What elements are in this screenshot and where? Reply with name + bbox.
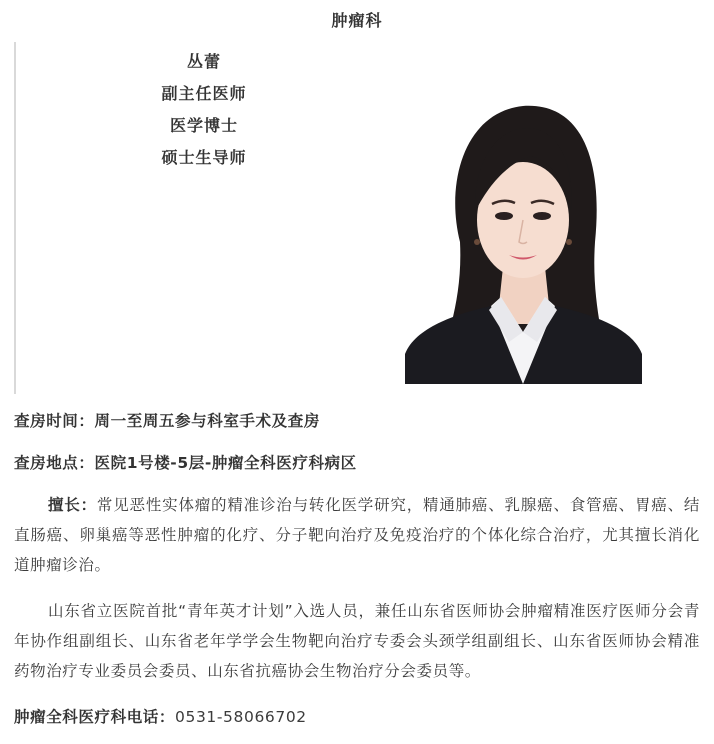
rounds-time-label: 查房时间：: [14, 412, 95, 430]
doctor-title: 副主任医师: [161, 84, 247, 103]
doctor-supervisor: 硕士生导师: [161, 148, 247, 167]
profile-divider: [14, 42, 16, 394]
rounds-location: [14, 448, 700, 478]
rounds-location-label: 查房地点：: [14, 454, 95, 472]
specialty-label: 擅长：: [48, 496, 97, 514]
specialty-paragraph: [14, 490, 700, 580]
phone-label: 肿瘤全科医疗科电话：: [14, 708, 176, 726]
rounds-time-value: 周一至周五参与科室手术及查房: [94, 412, 320, 430]
doctor-portrait: [405, 92, 642, 384]
specialty-text: 常见恶性实体瘤的精准诊治与转化医学研究，精通肺癌、乳腺癌、食管癌、胃癌、结直肠癌、卵巢癌等恶性肿瘤的化疗、分子靶向治疗及免疫治疗的个体化综合治疗，尤其擅长消化道肿瘤诊治。: [14, 496, 700, 574]
doctor-info: [114, 46, 294, 174]
bio-paragraph: 山东省立医院首批“青年英才计划”入选人员，兼任山东省医师协会肿瘤精准医疗医师分会青年协作组副组长、山东省老年学学会生物靶向治疗专委会头颈学组副组长、山东省医师协会精准药物治疗专业委员会委员、山东省抗癌协会生物治疗分会委员等。: [14, 602, 700, 680]
doctor-profile: [14, 42, 704, 394]
doctor-name: 丛蕾: [186, 52, 221, 71]
rounds-time: [14, 406, 700, 436]
department-title: 肿瘤科: [331, 11, 383, 30]
portrait-illustration: [405, 92, 642, 384]
phone-number: 0531-58066702: [175, 708, 307, 726]
phone-line: [14, 702, 700, 732]
doctor-degree: 医学博士: [169, 116, 238, 135]
rounds-location-value: 医院1号楼-5层-肿瘤全科医疗科病区: [94, 454, 357, 472]
